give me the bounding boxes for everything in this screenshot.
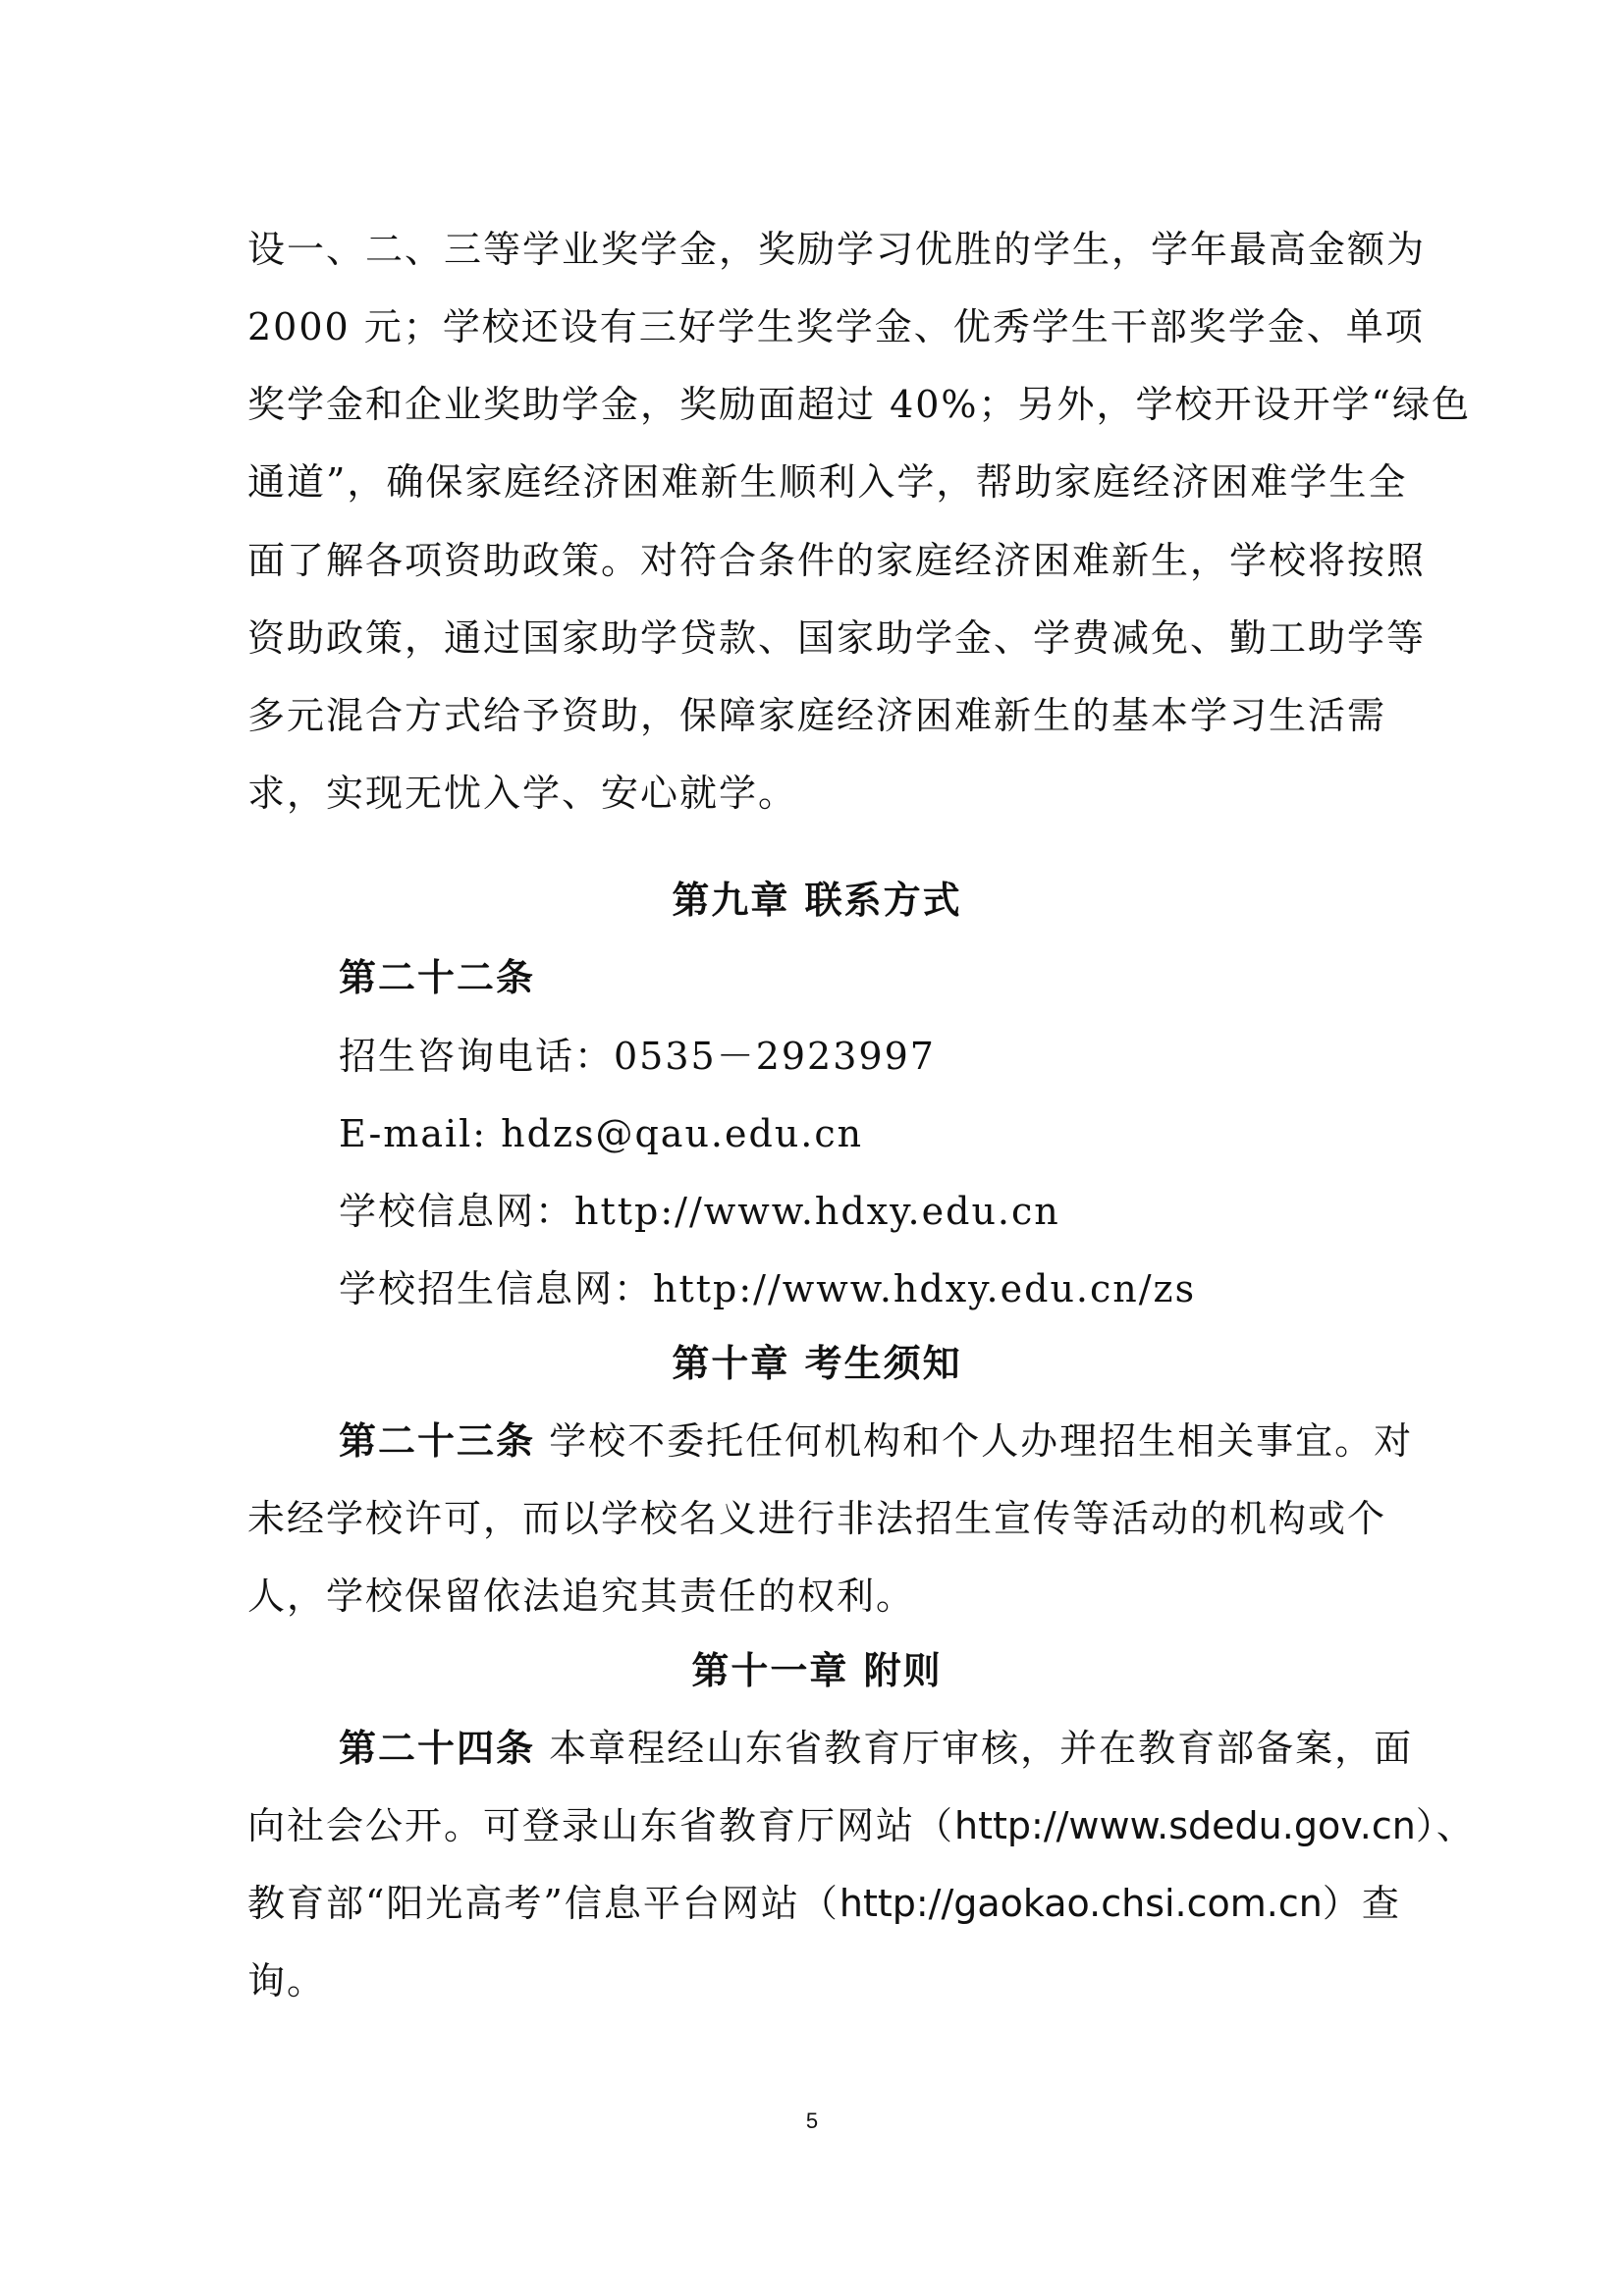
article-title: 第二十二条 [339,956,536,999]
article-title: 第二十四条 [339,1727,536,1770]
article-line: 询。 [247,1959,327,2002]
contact-website: 学校信息网：http://www.hdxy.edu.cn [339,1190,1060,1233]
paragraph-line: 面了解各项资助政策。对符合条件的家庭经济困难新生，学校将按照 [247,539,1427,582]
article-text: 向社会公开。可登录山东省教育厅网站（ [247,1804,955,1847]
contact-email: E-mail: hdzs@qau.edu.cn [339,1112,864,1155]
article-line [339,1415,1414,1467]
contact-admission-website: 学校招生信息网：http://www.hdxy.edu.cn/zs [339,1267,1197,1310]
article-text: ）查 [1322,1882,1401,1925]
paragraph-line: 多元混合方式给予资助，保障家庭经济困难新生的基本学习生活需 [247,694,1387,737]
chapter-heading: 第十一章 附则 [691,1649,943,1692]
contact-phone: 招生咨询电话：0535－2923997 [339,1035,936,1078]
paragraph-line: 求，实现无忧入学、安心就学。 [247,772,798,815]
chapter-heading: 第十章 考生须知 [672,1342,962,1385]
article-line [247,1800,1476,1851]
article-line: 人，学校保留依法追究其责任的权利。 [247,1575,916,1618]
paragraph-line: 奖学金和企业奖助学金，奖励面超过 40%；另外，学校开设开学“绿色 [247,383,1471,426]
article-line [339,1723,1414,1774]
chapter-heading: 第九章 联系方式 [672,879,962,922]
education-department-url: http://www.sdedu.gov.cn [954,1804,1416,1847]
page-number: 5 [805,2109,819,2133]
paragraph-line: 通道”，确保家庭经济困难新生顺利入学，帮助家庭经济困难学生全 [247,460,1408,504]
article-text: 教育部“阳光高考”信息平台网站（ [247,1882,839,1925]
article-title: 第二十三条 [339,1419,536,1463]
paragraph-line: 设一、二、三等学业奖学金，奖励学习优胜的学生，学年最高金额为 [247,228,1427,271]
paragraph-line: 资助政策，通过国家助学贷款、国家助学金、学费减免、勤工助学等 [247,616,1427,660]
paragraph-line: 2000 元；学校还设有三好学生奖学金、优秀学生干部奖学金、单项 [247,305,1425,348]
gaokao-platform-url: http://gaokao.chsi.com.cn [839,1882,1323,1925]
article-line: 未经学校许可，而以学校名义进行非法招生宣传等活动的机构或个 [247,1497,1387,1540]
article-line [247,1878,1401,1929]
article-text: 本章程经山东省教育厅审核，并在教育部备案，面 [535,1727,1414,1770]
article-text: 学校不委托任何机构和个人办理招生相关事宜。对 [535,1419,1414,1463]
article-text: ）、 [1415,1804,1476,1847]
